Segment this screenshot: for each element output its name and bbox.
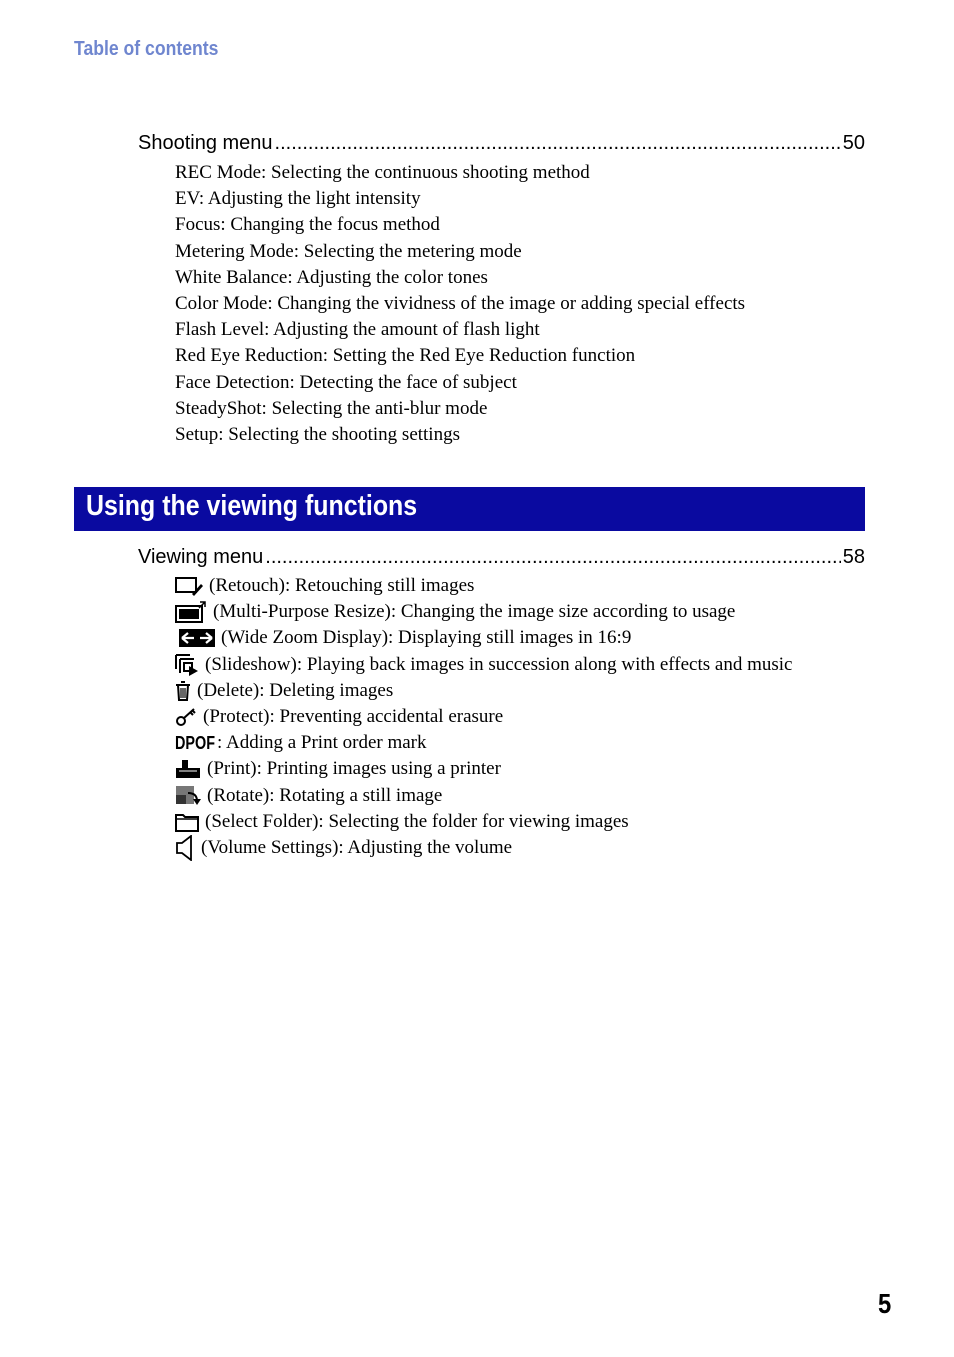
retouch-icon bbox=[175, 576, 203, 596]
list-item[interactable]: (Wide Zoom Display): Displaying still images in 16:9 bbox=[175, 625, 792, 651]
shooting-menu-page: 50 bbox=[842, 132, 865, 154]
list-item[interactable]: (Retouch): Retouching still images bbox=[175, 573, 792, 599]
viewing-menu-list bbox=[175, 573, 792, 861]
viewing-menu-page: 58 bbox=[842, 546, 865, 568]
rotate-icon bbox=[175, 785, 201, 807]
list-item[interactable]: Color Mode: Changing the vividness of the image or adding special effects bbox=[175, 292, 746, 314]
wide-zoom-icon bbox=[179, 629, 215, 647]
list-item[interactable]: (Print): Printing images using a printer bbox=[175, 756, 792, 782]
page-number: 5 bbox=[878, 1288, 892, 1319]
folder-icon bbox=[175, 812, 199, 832]
list-item[interactable]: (Rotate): Rotating a still image bbox=[175, 783, 792, 809]
list-item[interactable]: (Volume Settings): Adjusting the volume bbox=[175, 835, 792, 861]
list-item[interactable]: Setup: Selecting the shooting settings bbox=[175, 423, 460, 445]
protect-icon bbox=[175, 707, 197, 727]
section-title: Using the viewing functions bbox=[86, 490, 418, 522]
list-item[interactable]: (Delete): Deleting images bbox=[175, 678, 792, 704]
list-item[interactable]: Red Eye Reduction: Setting the Red Eye Reduction function bbox=[175, 345, 636, 367]
list-item[interactable]: (Select Folder): Selecting the folder for viewing images bbox=[175, 809, 792, 835]
leader-dots bbox=[265, 546, 840, 569]
slideshow-icon bbox=[175, 654, 199, 676]
list-item[interactable]: (Protect): Preventing accidental erasure bbox=[175, 704, 792, 730]
list-item[interactable]: EV: Adjusting the light intensity bbox=[175, 188, 421, 210]
volume-icon bbox=[175, 835, 195, 861]
list-item[interactable]: Focus: Changing the focus method bbox=[175, 214, 440, 236]
dpof-icon: DPOF bbox=[175, 733, 216, 754]
viewing-menu-entry[interactable] bbox=[138, 546, 865, 569]
table-of-contents-link[interactable]: Table of contents bbox=[74, 38, 219, 60]
list-item[interactable]: REC Mode: Selecting the continuous shooting method bbox=[175, 162, 590, 183]
delete-icon bbox=[175, 681, 191, 701]
list-item[interactable]: (Slideshow): Playing back images in succession along with effects and music bbox=[175, 652, 792, 678]
section-header-bar bbox=[74, 487, 865, 531]
leader-dots bbox=[275, 132, 841, 155]
viewing-menu-title: Viewing menu bbox=[138, 546, 264, 568]
shooting-menu-title: Shooting menu bbox=[138, 132, 273, 154]
list-item[interactable]: Face Detection: Detecting the face of subject bbox=[175, 371, 517, 393]
shooting-menu-entry[interactable] bbox=[138, 132, 865, 155]
multi-purpose-resize-icon bbox=[175, 601, 207, 623]
shooting-menu-list bbox=[175, 160, 745, 448]
list-item[interactable]: (Multi-Purpose Resize): Changing the image size according to usage bbox=[175, 599, 792, 625]
list-item[interactable]: DPOF : Adding a Print order mark bbox=[175, 730, 792, 756]
print-icon bbox=[175, 759, 201, 779]
list-item[interactable]: Metering Mode: Selecting the metering mode bbox=[175, 240, 522, 262]
list-item[interactable]: Flash Level: Adjusting the amount of flash light bbox=[175, 319, 540, 341]
list-item[interactable]: White Balance: Adjusting the color tones bbox=[175, 266, 488, 288]
list-item[interactable]: SteadyShot: Selecting the anti-blur mode bbox=[175, 397, 488, 419]
